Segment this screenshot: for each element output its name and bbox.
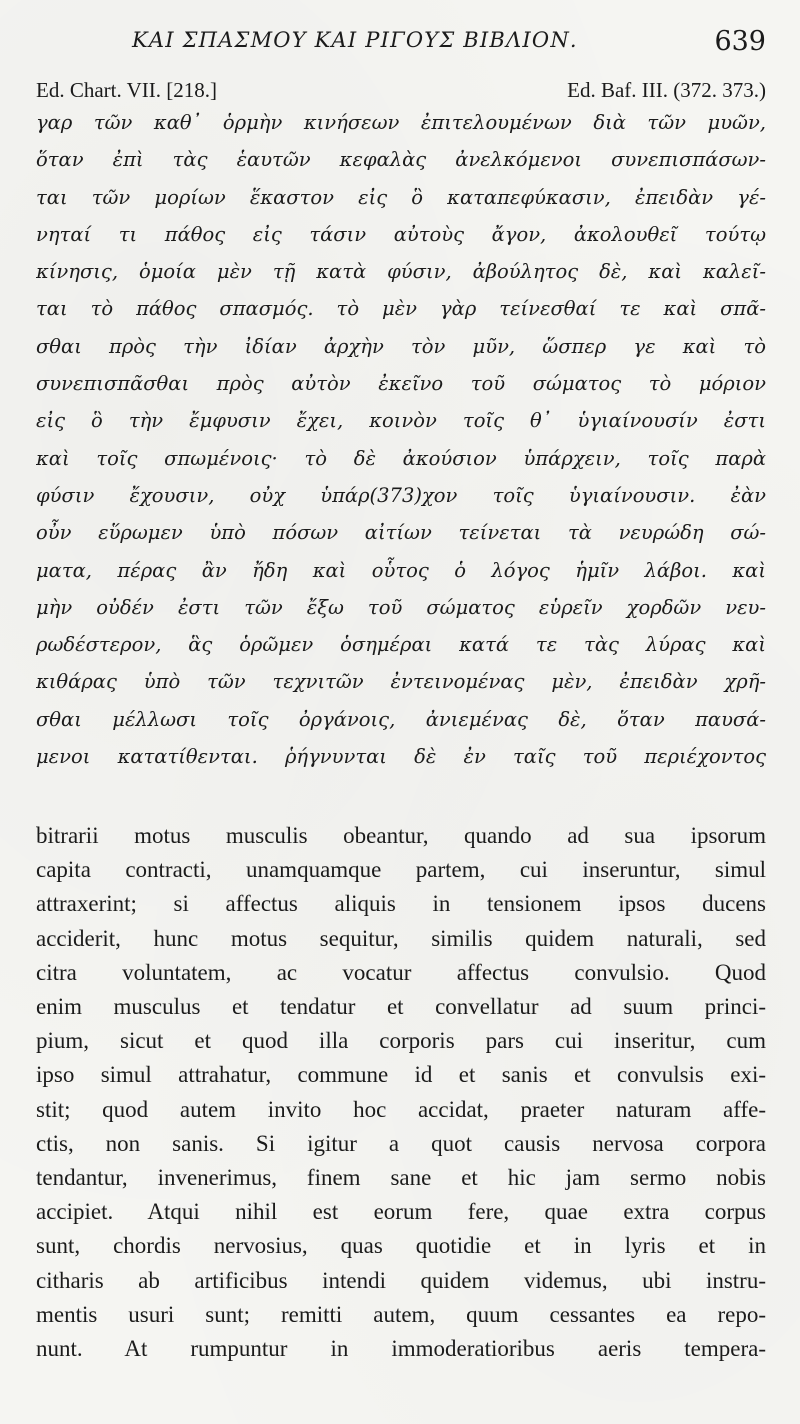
edition-references (36, 78, 766, 103)
greek-line: εἰς ὃ τὴν ἔμφυσιν ἔχει, κοινὸν τοῖς θ᾽ ὑγιαίνουσίν ἐστι (36, 409, 766, 433)
greek-line: μενοι κατατίθενται. ῥήγνυνται δὲ ἐν ταῖς τοῦ περιέχοντος (36, 745, 766, 769)
greek-line: νηταί τι πάθος εἰς τάσιν αὐτοὺς ἄγον, ἀκολουθεῖ τούτῳ (36, 222, 766, 246)
latin-line: sunt, chordis nervosius, quas quotidie et in lyris et in (36, 1233, 766, 1259)
greek-text-block (36, 104, 766, 775)
page-number: 639 (714, 26, 766, 57)
running-title: ΚΑΙ ΣΠΑΣΜΟΥ ΚΑΙ ΡΙΓΟΥΣ ΒΙΒΛΙΟΝ. (132, 28, 578, 52)
latin-line: accipiet. Atqui nihil est eorum fere, quae extra corpus (36, 1199, 766, 1225)
latin-line: capita contracti, unamquamque partem, cui inseruntur, simul (36, 857, 766, 883)
greek-line: ρωδέστερον, ἃς ὁρῶμεν ὁσημέραι κατά τε τὰς λύρας καὶ (36, 633, 766, 657)
greek-line: καὶ τοῖς σπωμένοις· τὸ δὲ ἀκούσιον ὑπάρχειν, τοῖς παρὰ (36, 446, 766, 470)
latin-line: pium, sicut et quod illa corporis pars cui inseritur, cum (36, 1028, 766, 1054)
greek-line: ὅταν ἐπὶ τὰς ἑαυτῶν κεφαλὰς ἀνελκόμενοι συνεπισπάσων- (36, 148, 766, 172)
latin-line: bitrarii motus musculis obeantur, quando ad sua ipsorum (36, 823, 766, 848)
greek-line: φύσιν ἔχουσιν, οὐχ ὑπάρ(373)χον τοῖς ὑγιαίνουσιν. ἐὰν (36, 483, 766, 507)
latin-text-block (36, 819, 766, 1366)
greek-line: κίνησις, ὁμοία μὲν τῇ κατὰ φύσιν, ἀβούλητος δὲ, καὶ καλεῖ- (36, 260, 766, 284)
latin-line: mentis usuri sunt; remitti autem, quum cessantes ea repo- (36, 1301, 766, 1327)
latin-line: attraxerint; si affectus aliquis in tensionem ipsos ducens (36, 891, 766, 917)
latin-line: citharis ab artificibus intendi quidem videmus, ubi instru- (36, 1267, 766, 1293)
latin-line: stit; quod autem invito hoc accidat, praeter naturam affe- (36, 1096, 766, 1122)
latin-line: acciderit, hunc motus sequitur, similis quidem naturali, sed (36, 925, 766, 951)
latin-line: ctis, non sanis. Si igitur a quot causis nervosa corpora (36, 1130, 766, 1156)
greek-line: ται τὸ πάθος σπασμός. τὸ μὲν γὰρ τείνεσθαί τε καὶ σπᾶ- (36, 297, 766, 321)
latin-line: tendantur, invenerimus, finem sane et hic jam sermo nobis (36, 1165, 766, 1191)
edition-basel-ref: Ed. Baf. III. (372. 373.) (567, 78, 766, 102)
edition-chartier-ref: Ed. Chart. VII. [218.] (36, 78, 217, 102)
greek-line: γαρ τῶν καθ᾽ ὁρμὴν κινήσεων ἐπιτελουμένων διὰ τῶν μυῶν, (36, 111, 766, 134)
greek-line: οὖν εὕρωμεν ὑπὸ πόσων αἰτίων τείνεται τὰ νευρώδη σώ- (36, 521, 766, 545)
greek-line: κιθάρας ὑπὸ τῶν τεχνιτῶν ἐντεινομένας μὲν, ἐπειδὰν χρῆ- (36, 670, 766, 694)
latin-line: enim musculus et tendatur et convellatur ad suum princi- (36, 994, 766, 1020)
greek-line: ματα, πέρας ἂν ἤδη καὶ οὗτος ὁ λόγος ἡμῖν λάβοι. καὶ (36, 558, 766, 582)
greek-line: μὴν οὐδέν ἐστι τῶν ἔξω τοῦ σώματος εὑρεῖν χορδῶν νευ- (36, 595, 766, 619)
greek-line: ται τῶν μορίων ἕκαστον εἰς ὃ καταπεφύκασιν, ἐπειδὰν γέ- (36, 185, 766, 209)
greek-line: συνεπισπᾶσθαι πρὸς αὐτὸν ἐκεῖνο τοῦ σώματος τὸ μόριον (36, 372, 766, 396)
greek-line: σθαι μέλλωσι τοῖς ὀργάνοις, ἀνιεμένας δὲ, ὅταν παυσά- (36, 707, 766, 731)
latin-line: nunt. At rumpuntur in immoderatioribus aeris tempera- (36, 1336, 766, 1362)
greek-line: σθαι πρὸς τὴν ἰδίαν ἀρχὴν τὸν μῦν, ὥσπερ γε καὶ τὸ (36, 334, 766, 358)
latin-line: ipso simul attrahatur, commune id et sanis et convulsis exi- (36, 1062, 766, 1088)
latin-line: citra voluntatem, ac vocatur affectus convulsio. Quod (36, 959, 766, 985)
